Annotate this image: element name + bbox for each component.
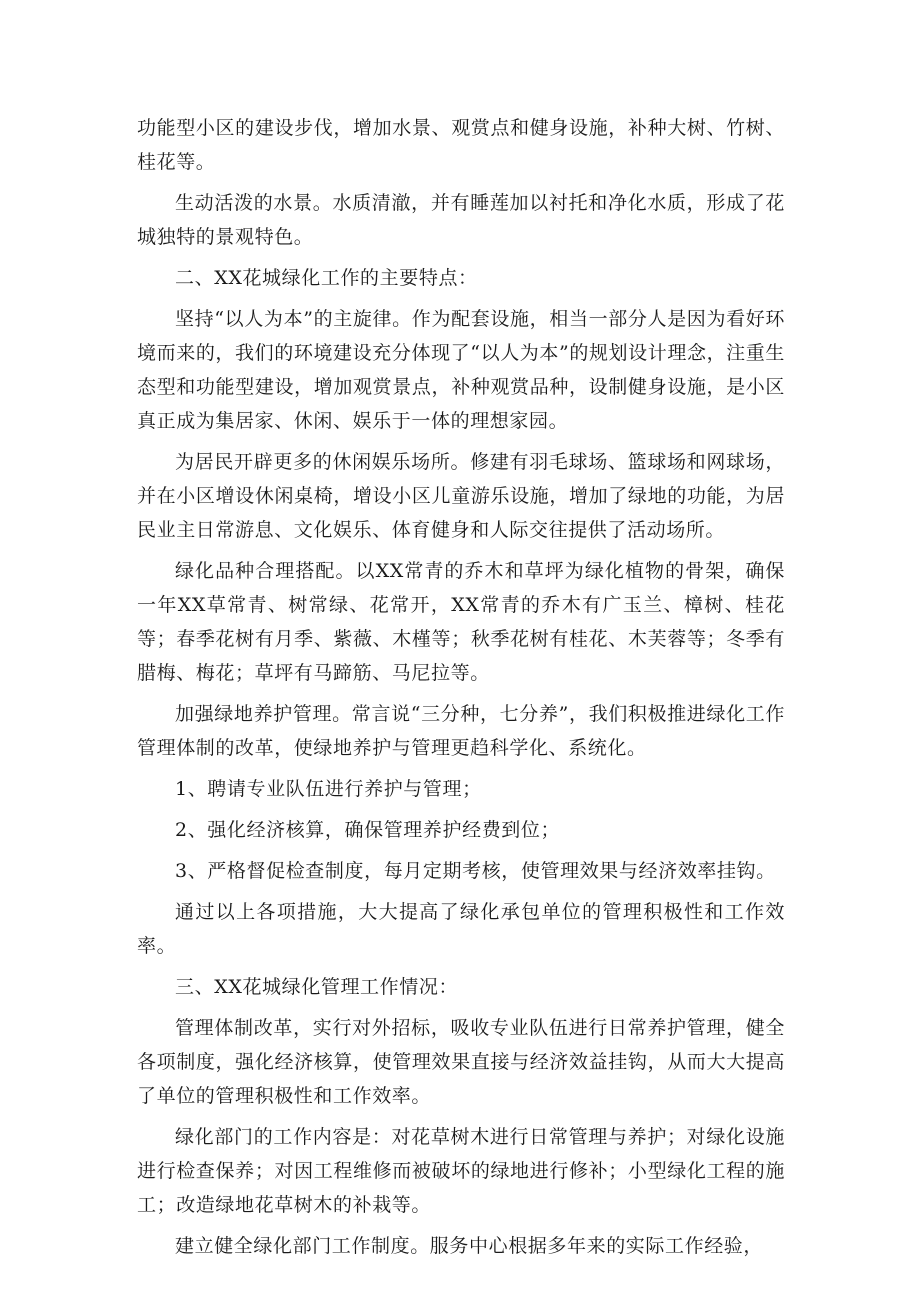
list-item-1: 1、聘请专业队伍进行养护与管理； xyxy=(175,778,482,800)
paragraph-department-work: 绿化部门的工作内容是：对花草树木进行日常管理与养护；对绿化设施进行检查保养；对因工程维修而被破坏的绿地进行修补；小型绿化工程的施工；改造绿地花草树木的补栽等。 xyxy=(137,1126,785,1216)
paragraph-results: 通过以上各项措施，大大提高了绿化承包单位的管理积极性和工作效率。 xyxy=(137,901,785,957)
paragraph-plant-varieties: 绿化品种合理搭配。以XX常青的乔木和草坪为绿化植物的骨架，确保一年XX草常青、树常绿、花常开，XX常青的乔木有广玉兰、樟树、桂花等；春季花树有月季、紫薇、木槿等；秋季花树有桂花、木芙蓉等；冬季有腊梅、梅花；草坪有马蹄筋、马尼拉等。 xyxy=(137,560,785,684)
paragraph-water-landscape: 生动活泼的水景。水质清澈，并有睡莲加以衬托和净化水质，形成了花城独特的景观特色。 xyxy=(137,192,785,248)
paragraph-leisure-venues: 为居民开辟更多的休闲娱乐场所。修建有羽毛球场、篮球场和网球场，并在小区增设休闲桌椅，增设小区儿童游乐设施，增加了绿地的功能，为居民业主日常游息、文化娱乐、体育健身和人际交往提供了活动场所。 xyxy=(137,451,785,541)
list-item-3: 3、严格督促检查制度，每月定期考核，使管理效果与经济效率挂钩。 xyxy=(175,860,776,882)
document-body xyxy=(137,111,785,1270)
section-heading-2: 二、XX花城绿化工作的主要特点： xyxy=(175,267,478,289)
list-item-2: 2、强化经济核算，确保管理养护经费到位； xyxy=(175,819,561,841)
paragraph-continuation: 功能型小区的建设步伐，增加水景、观赏点和健身设施，补种大树、竹树、桂花等。 xyxy=(137,117,785,173)
paragraph-system: 建立健全绿化部门工作制度。服务中心根据多年来的实际工作经验， xyxy=(175,1235,764,1257)
paragraph-maintenance: 加强绿地养护管理。常言说“三分种，七分养”，我们积极推进绿化工作管理体制的改革，使绿地养护与管理更趋科学化、系统化。 xyxy=(137,703,785,759)
paragraph-people-oriented: 坚持“以人为本”的主旋律。作为配套设施，相当一部分人是因为看好环境而来的，我们的环境建设充分体现了“以人为本”的规划设计理念，注重生态型和功能型建设，增加观赏景点，补种观赏品种，设制健身设施，是小区真正成为集居家、休闲、娱乐于一体的理想家园。 xyxy=(137,308,785,432)
section-heading-3: 三、XX花城绿化管理工作情况： xyxy=(175,976,459,998)
paragraph-reform: 管理体制改革，实行对外招标，吸收专业队伍进行日常养护管理，健全各项制度，强化经济核算，使管理效果直接与经济效益挂钩，从而大大提高了单位的管理积极性和工作效率。 xyxy=(137,1017,785,1107)
